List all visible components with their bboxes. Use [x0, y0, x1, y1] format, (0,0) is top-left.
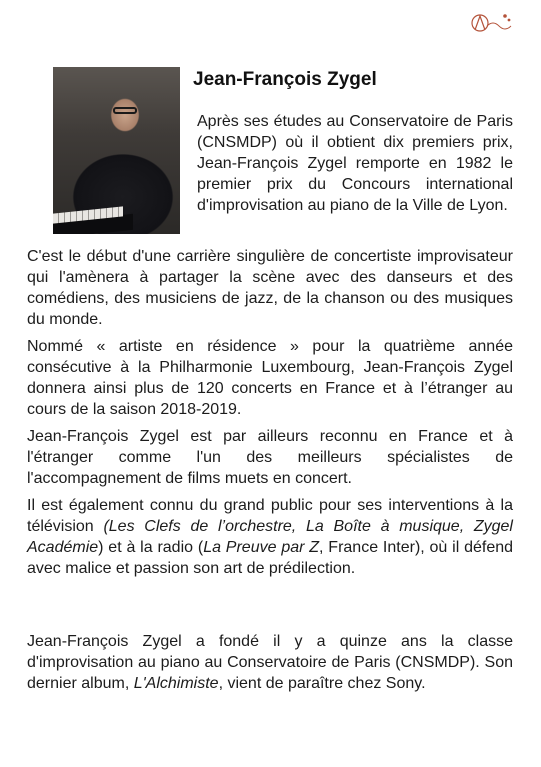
- glasses-detail: [113, 107, 137, 114]
- album-title: L'Alchimiste: [133, 675, 219, 692]
- paragraph-residency: Nommé « artiste en résidence » pour la quatrième année consécutive à la Philharmonie Luxembourg, Jean-François Zygel donnera ainsi plus de 120 concerts en France et à l’étranger au cours de la saison 2018-2019.: [27, 338, 513, 418]
- album-text-1: Jean-François Zygel a fondé il y a quinze ans la classe d'improvisation au piano au Conservatoire de Paris (CNSMDP). Son dernier album,: [27, 633, 513, 692]
- media-text-2: ) et à la radio (: [98, 539, 204, 556]
- pianist-portrait-photo: [53, 67, 180, 234]
- media-text-3: , France Inter), où il défend avec malice et passion son art de prédilection.: [27, 539, 514, 577]
- page-title: Jean-François Zygel: [193, 69, 377, 90]
- paragraph-education: Après ses études au Conservatoire de Paris (CNSMDP) où il obtient dix premiers prix, Jean-François Zygel remporte en 1982 le premier prix du Concours international d'improvisation au piano de la Ville de Lyon.: [197, 113, 513, 214]
- tv-shows-title: (Les Clefs de l’orchestre, La Boîte à musique, Zygel Académie: [27, 518, 513, 556]
- paragraph-career: C'est le début d'une carrière singulière de concertiste improvisateur qui l'amènera à partager la scène avec des danseurs et des comédiens, des musiciens de jazz, de la chanson ou des musiques du monde.: [27, 248, 513, 328]
- paragraph-media: [27, 495, 513, 579]
- album-text-2: , vient de paraître chez Sony.: [218, 675, 426, 692]
- arioso-logo-icon: [469, 8, 515, 36]
- radio-show-title: La Preuve par Z: [203, 539, 320, 556]
- paragraph-silent-films: Jean-François Zygel est par ailleurs reconnu en France et à l'étranger comme l'un des meilleurs spécialistes de l'accompagnement de films muets en concert.: [27, 428, 513, 487]
- media-text-1: Il est également connu du grand public pour ses interventions à la télévision: [27, 497, 513, 535]
- paragraph-album: [27, 631, 513, 694]
